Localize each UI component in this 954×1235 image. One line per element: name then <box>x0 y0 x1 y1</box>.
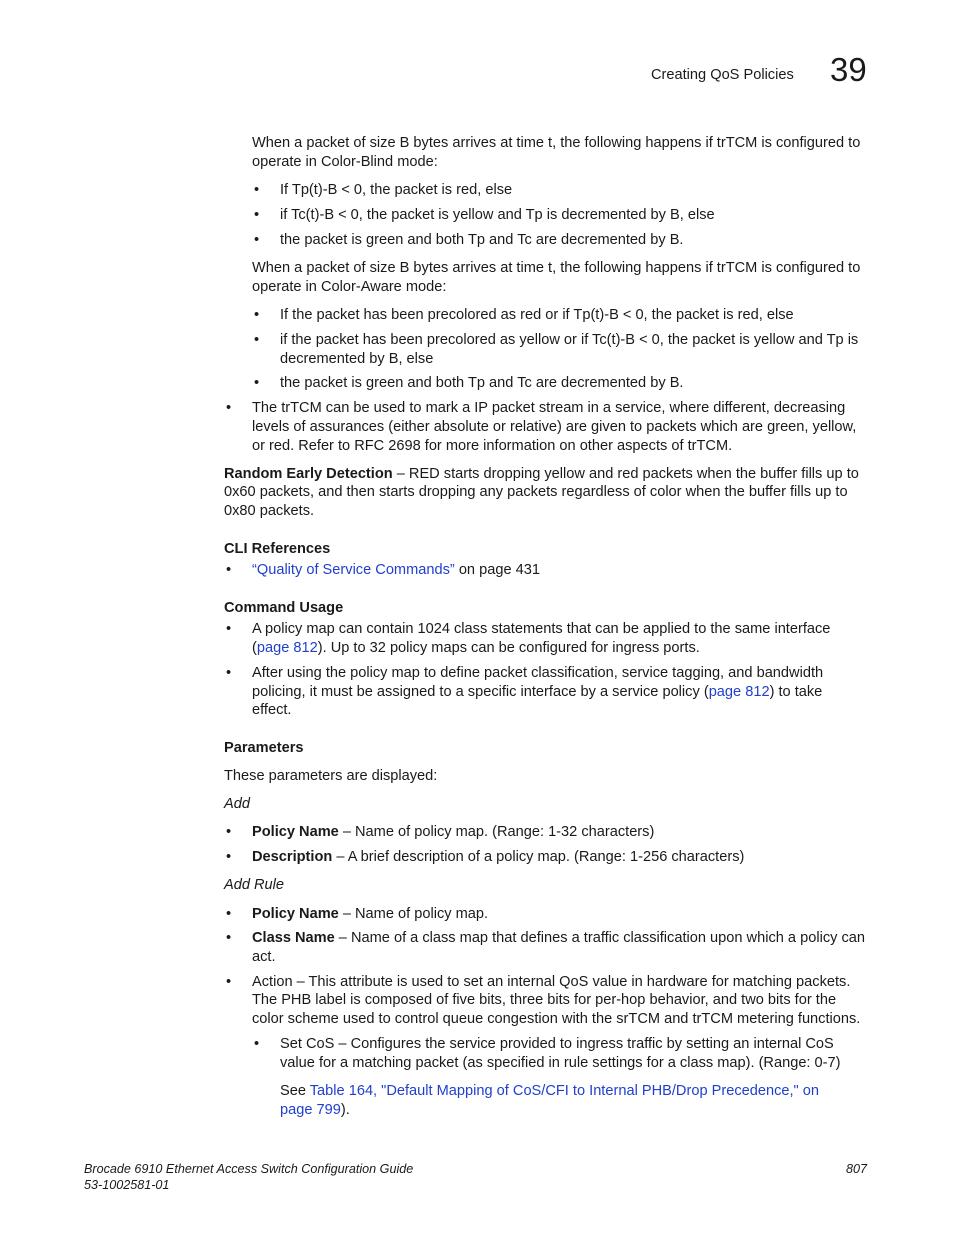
bullet: • <box>226 930 232 946</box>
page-812-link[interactable]: page 812 <box>708 684 770 700</box>
bullet: • <box>254 332 260 348</box>
blind-intro-line2: operate in Color-Blind mode: <box>252 154 438 170</box>
paren-open: ( <box>252 640 257 656</box>
desc: – Name of policy map. (Range: 1-32 characters) <box>338 824 655 840</box>
see-table-line1 <box>280 1082 819 1101</box>
rule-item-class-name-line2: act. <box>252 949 276 965</box>
action-line3: color scheme used to control queue congestion with the srTCM and trTCM metering functions. <box>252 1011 861 1027</box>
cli-references-heading: CLI References <box>224 541 331 557</box>
parameters-heading: Parameters <box>224 740 304 756</box>
cli-reference-item <box>252 561 540 580</box>
setcos-line2: value for a matching packet (as specified in rule settings for a class map). (Range: 0-7) <box>280 1055 841 1071</box>
see-pre: See <box>280 1083 310 1099</box>
bullet: • <box>226 974 232 990</box>
trtcm-line2: levels of assurances (either absolute or relative) are given to packets which are green, yellow, <box>252 419 857 435</box>
usage-item-2-line1: After using the policy map to define packet classification, service tagging, and bandwidth <box>252 665 824 681</box>
usage-item-2-pre: policing, it must be assigned to a specific interface by a service policy ( <box>252 684 709 700</box>
aware-item-3: the packet is green and both Tp and Tc are decremented by B. <box>280 375 684 391</box>
usage-item-2-post: ) to take <box>769 684 823 700</box>
term: Policy Name <box>252 906 339 922</box>
bullet: • <box>254 232 260 248</box>
action-line1: Action – This attribute is used to set an internal QoS value in hardware for matching packets. <box>252 974 851 990</box>
red-term: Random Early Detection <box>224 466 393 482</box>
footer-page-number: 807 <box>846 1162 868 1176</box>
page-799-link[interactable]: page 799 <box>280 1102 341 1118</box>
bullet: • <box>254 307 260 323</box>
bullet: • <box>226 400 232 416</box>
red-line1-text: – RED starts dropping yellow and red packets when the buffer fills up to <box>392 466 859 482</box>
aware-item-2-line1: if the packet has been precolored as yellow or if Tc(t)-B < 0, the packet is yellow and Tp is <box>280 332 859 348</box>
aware-item-1: If the packet has been precolored as red or if Tp(t)-B < 0, the packet is red, else <box>280 307 794 323</box>
bullet: • <box>226 621 232 637</box>
add-item-description <box>252 848 744 867</box>
add-rule-label: Add Rule <box>224 877 285 893</box>
running-header-title: Creating QoS Policies <box>651 67 794 83</box>
red-line3: 0x80 packets. <box>224 503 315 519</box>
aware-intro-line2: operate in Color-Aware mode: <box>252 279 447 295</box>
footer-doc-number: 53-1002581-01 <box>84 1178 170 1192</box>
blind-intro-line1: When a packet of size B bytes arrives at time t, the following happens if trTCM is configured to <box>252 135 861 151</box>
action-line2: The PHB label is composed of five bits, three bits for per-hop behavior, and two bits for the <box>252 992 837 1008</box>
rule-item-policy-name <box>252 905 488 924</box>
chapter-number: 39 <box>830 51 867 88</box>
usage-item-1-line2 <box>252 639 700 658</box>
term: Class Name <box>252 930 335 946</box>
red-line1 <box>224 465 859 484</box>
desc: – Name of a class map that defines a traffic classification upon which a policy can <box>334 930 865 946</box>
term: Policy Name <box>252 824 339 840</box>
aware-item-2-line2: decremented by B, else <box>280 351 434 367</box>
desc: – Name of policy map. <box>338 906 489 922</box>
usage-item-1-rest: ). Up to 32 policy maps can be configured for ingress ports. <box>317 640 700 656</box>
bullet: • <box>254 207 260 223</box>
see-table-line2 <box>280 1101 350 1120</box>
cli-page-text: on page 431 <box>454 562 540 578</box>
qos-commands-link[interactable]: “Quality of Service Commands” <box>252 562 455 578</box>
bullet: • <box>254 375 260 391</box>
bullet: • <box>226 562 232 578</box>
aware-intro-line1: When a packet of size B bytes arrives at time t, the following happens if trTCM is configured to <box>252 260 861 276</box>
add-item-policy-name <box>252 823 654 842</box>
bullet: • <box>226 906 232 922</box>
usage-item-2-line3: effect. <box>252 702 292 718</box>
bullet: • <box>254 182 260 198</box>
blind-item-3: the packet is green and both Tp and Tc are decremented by B. <box>280 232 684 248</box>
command-usage-heading: Command Usage <box>224 600 344 616</box>
term: Description <box>252 849 333 865</box>
see-post: ). <box>340 1102 350 1118</box>
blind-item-2: if Tc(t)-B < 0, the packet is yellow and Tp is decremented by B, else <box>280 207 715 223</box>
desc: – A brief description of a policy map. (Range: 1-256 characters) <box>332 849 745 865</box>
trtcm-line3: or red. Refer to RFC 2698 for more information on other aspects of trTCM. <box>252 438 733 454</box>
usage-item-2-line2 <box>252 683 822 702</box>
footer-guide-title: Brocade 6910 Ethernet Access Switch Configuration Guide <box>84 1162 414 1176</box>
blind-item-1: If Tp(t)-B < 0, the packet is red, else <box>280 182 513 198</box>
usage-item-1-line1: A policy map can contain 1024 class statements that can be applied to the same interface <box>252 621 831 637</box>
parameters-intro: These parameters are displayed: <box>224 768 438 784</box>
trtcm-line1: The trTCM can be used to mark a IP packet stream in a service, where different, decreasing <box>252 400 846 416</box>
bullet: • <box>254 1036 260 1052</box>
rule-item-class-name-line1 <box>252 929 865 948</box>
setcos-line1: Set CoS – Configures the service provided to ingress traffic by setting an internal CoS <box>280 1036 834 1052</box>
table-164-link[interactable]: Table 164, "Default Mapping of CoS/CFI to Internal PHB/Drop Precedence," on <box>309 1083 820 1099</box>
bullet: • <box>226 665 232 681</box>
page-812-link[interactable]: page 812 <box>256 640 318 656</box>
bullet: • <box>226 849 232 865</box>
bullet: • <box>226 824 232 840</box>
red-line2: 0x60 packets, and then starts dropping any packets regardless of color when the buffer fills up to <box>224 484 848 500</box>
add-label: Add <box>224 796 250 812</box>
